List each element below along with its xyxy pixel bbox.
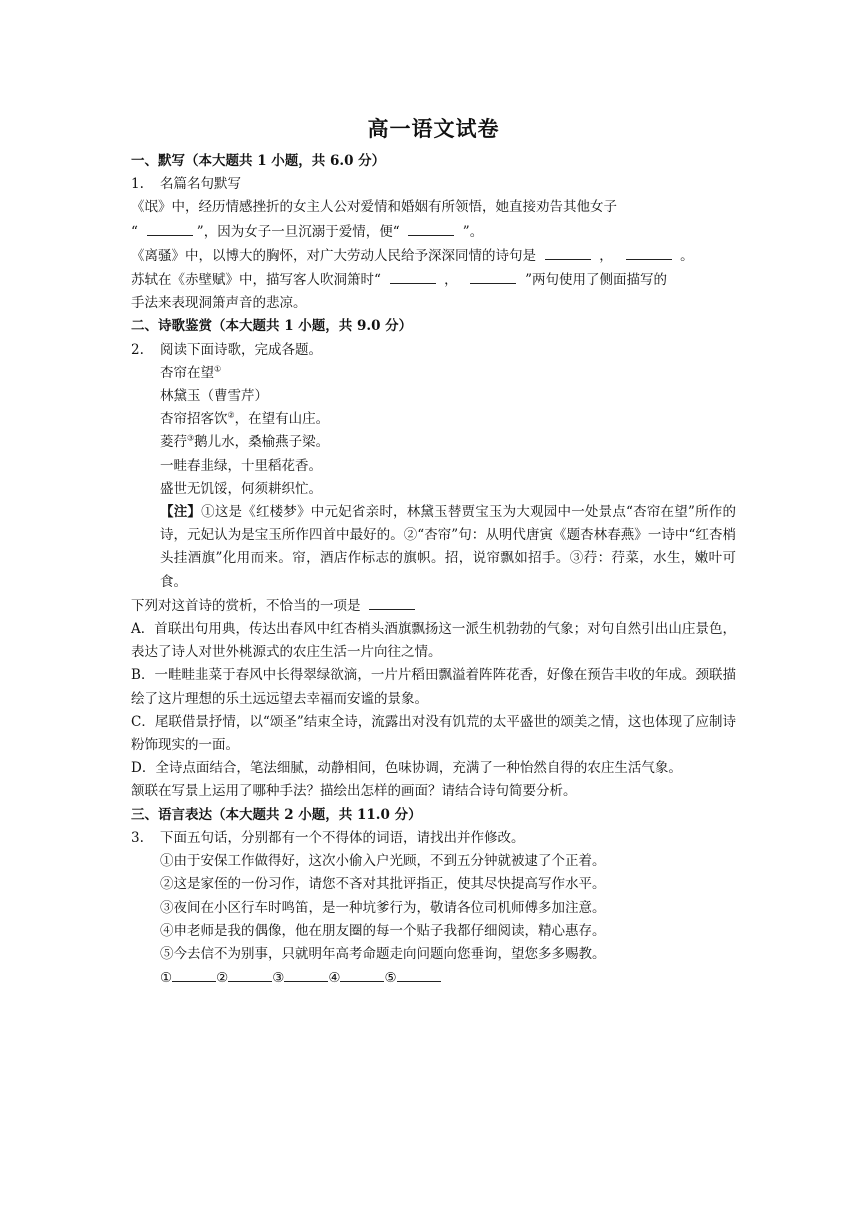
poem-line-text: 菱荇 (160, 434, 187, 451)
answer-blank[interactable] (397, 966, 441, 982)
answer-blank[interactable] (408, 220, 454, 236)
option-d: D．全诗点面结合，笔法细腻，动静相间，色味协调，充满了一种怡然自得的农庄生活气象。 (131, 760, 682, 777)
q1-line3-text-c: 。 (680, 247, 694, 264)
answer-label: ④ (328, 970, 341, 987)
q1-line-4 (131, 268, 736, 292)
question-3-header (131, 827, 736, 850)
q1-line-1: 《氓》中，经历情感挫折的女主人公对爱情和婚姻有所领悟，她直接劝告其他女子 (131, 199, 617, 216)
answer-blank[interactable] (390, 268, 436, 284)
page-title: 高一语文试卷 (367, 116, 500, 141)
section-heading-1: 一、默写（本大题共 1 小题，共 6.0 分） (131, 153, 386, 169)
q1-line4-text-b: ， (444, 272, 458, 289)
footnote-marker: ① (214, 364, 222, 374)
answer-row (131, 966, 736, 990)
question-title: 名篇名句默写 (160, 176, 241, 193)
followup-question: 颔联在写景上运用了哪种手法？描绘出怎样的画面？请结合诗句简要分析。 (131, 783, 577, 800)
answer-blank[interactable] (369, 594, 415, 610)
answer-label: ② (216, 970, 229, 987)
poem-title-text: 杏帘在望 (160, 364, 214, 381)
poem-line-2 (131, 431, 736, 454)
prompt-text: 下列对这首诗的赏析，不恰当的一项是 (131, 597, 361, 614)
answer-blank[interactable] (284, 966, 328, 982)
answer-blank[interactable] (340, 966, 384, 982)
section-heading-3: 三、语言表达（本大题共 2 小题，共 11.0 分） (131, 806, 422, 823)
exam-content (131, 112, 736, 990)
q1-line4-text-c: ”两句使用了侧面描写的 (525, 272, 667, 289)
q1-line2-text-c: ”。 (462, 223, 484, 240)
answer-label: ⑤ (384, 970, 397, 987)
answer-blank[interactable] (228, 966, 272, 982)
option-a: A．首联出句用典，传达出春风中红杏梢头酒旗飘扬这一派生机勃勃的气象；对句自然引出山庄景色，表达了诗人对世外桃源式的农庄生活一片向往之情。 (131, 621, 736, 661)
poem-author: 林黛玉（曹雪芹） (160, 388, 268, 405)
note-text: ①这是《红楼梦》中元妃省亲时，林黛玉替贾宝玉为大观园中一处景点“杏帘在望”所作的诗，元妃认为是宝玉所作四首中最好的。②“杏帘”句：从明代唐寅《题杏林春燕》一诗中“红杏梢头挂酒旗”化用而来。帘，酒店作标志的旗帜。招，说帘飘如招手。③荇：荇菜，水生，嫩叶可食。 (160, 504, 736, 590)
answer-blank[interactable] (470, 268, 516, 284)
q1-line-2 (131, 220, 736, 244)
footnote-marker: ③ (187, 433, 195, 443)
poem-line-3: 一畦春韭绿，十里稻花香。 (160, 457, 322, 474)
sentence-item: ⑤今去信不为别事，只就明年高考命题走向问题向您垂询，望您多多赐教。 (160, 945, 606, 962)
answer-label: ① (160, 970, 173, 987)
option-b: B．一畦畦韭菜于春风中长得翠绿欲滴，一片片稻田飘溢着阵阵花香，好像在预告丰收的年成。颈联描绘了这片理想的乐土远远望去幸福而安谧的景象。 (131, 667, 736, 707)
poem-line-text: ，在望有山庄。 (234, 411, 330, 428)
answer-blank[interactable] (147, 220, 193, 236)
question-prompt (131, 594, 736, 618)
q1-line3-text-a: 《离骚》中，以博大的胸怀，对广大劳动人民给予深深同情的诗句是 (131, 247, 536, 264)
q1-line-5: 手法来表现洞箫声音的悲凉。 (131, 295, 307, 312)
question-number: 3. (131, 829, 144, 846)
poem-note (131, 501, 736, 594)
poem-line-1 (131, 408, 736, 431)
answer-blank[interactable] (626, 244, 672, 260)
poem-line-4: 盛世无饥馁，何须耕织忙。 (160, 480, 322, 497)
q1-line3-text-b: ， (599, 247, 613, 264)
question-title: 阅读下面诗歌，完成各题。 (160, 341, 322, 358)
footnote-marker: ② (227, 410, 235, 420)
poem-line-text: 鹅儿水，桑榆燕子梁。 (194, 434, 330, 451)
q1-line-3 (131, 244, 736, 268)
note-label: 【注】 (160, 504, 202, 521)
question-title: 下面五句话，分别都有一个不得体的词语，请找出并作修改。 (160, 829, 525, 846)
question-number: 1. (131, 176, 144, 193)
answer-blank[interactable] (545, 244, 591, 260)
answer-blank[interactable] (172, 966, 216, 982)
sentence-item: ②这是家侄的一份习作，请您不吝对其批评指正，使其尽快提高写作水平。 (160, 876, 606, 893)
q1-line2-text-b: ”，因为女子一旦沉溺于爱情，便“ (196, 223, 400, 240)
sentence-item: ④申老师是我的偶像，他在朋友圈的每一个贴子我都仔细阅读，精心惠存。 (160, 922, 606, 939)
answer-label: ③ (272, 970, 285, 987)
section-heading-2: 二、诗歌鉴赏（本大题共 1 小题，共 9.0 分） (131, 318, 413, 335)
question-1-header (131, 173, 736, 196)
sentence-item: ①由于安保工作做得好，这次小偷入户光顾，不到五分钟就被逮了个正着。 (160, 853, 606, 870)
poem-line-text: 杏帘招客饮 (160, 411, 228, 428)
poem-title (131, 362, 736, 385)
q1-line4-text-a: 苏轼在《赤壁赋》中，描写客人吹洞箫时“ (131, 272, 381, 289)
sentence-item: ③夜间在小区行车时鸣笛，是一种坑爹行为，敬请各位司机师傅多加注意。 (160, 899, 606, 916)
question-number: 2. (131, 341, 144, 358)
question-2-header (131, 339, 736, 362)
q1-line2-text-a: “ (131, 223, 138, 240)
option-c: C．尾联借景抒情，以“颂圣”结束全诗，流露出对没有饥荒的太平盛世的颂美之情，这也体现了应制诗粉饰现实的一面。 (131, 713, 736, 754)
